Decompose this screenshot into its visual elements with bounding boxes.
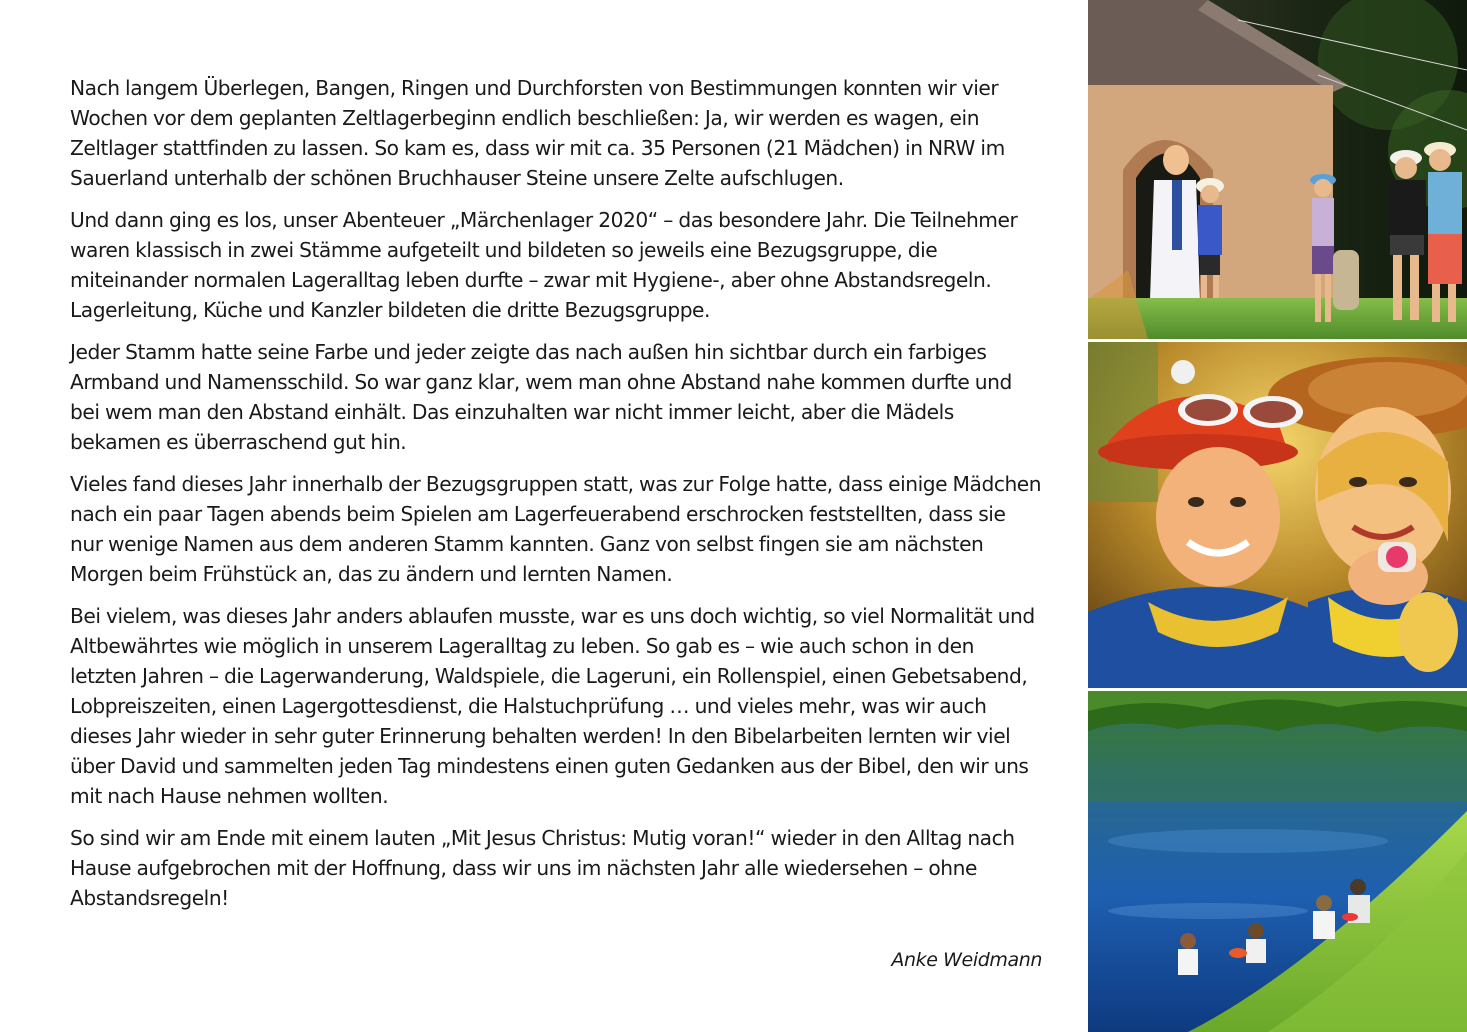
paragraph-2: Und dann ging es los, unser Abenteuer „Märchenlager 2020“ – das besondere Jahr. Die Teilnehmer waren klassisch in zwei Stämme aufgeteilt und bildeten so jeweils eine Bezugsgruppe, die miteinander normalen Lageralltag leben durfte – zwar mit Hygiene-, aber ohne Abstandsregeln. Lagerleitung, Küche und Kanzler bildeten die dritte Bezugsgruppe. <box>70 208 1018 322</box>
camp-tent-photo <box>1088 0 1467 339</box>
paragraph-3: Jeder Stamm hatte seine Farbe und jeder zeigte das nach außen hin sichtbar durch ein farbiges Armband und Namensschild. So war ganz klar, wem man ohne Abstand nahe kommen durfte und bei wem man den Abstand einhält. Das einzuhalten war nicht immer leicht, aber die Mädels bekamen es überraschend gut hin. <box>70 340 1012 454</box>
paragraph-1: Nach langem Überlegen, Bangen, Ringen und Durchforsten von Bestimmungen konnten wir vier Wochen vor dem geplanten Zeltlagerbeginn endlich beschließen: Ja, wir werden es wagen, ein Zeltlager stattfinden zu lassen. So kam es, dass wir mit ca. 35 Personen (21 Mädchen) in NRW im Sauerland unterhalb der schönen Bruchhauser Steine unsere Zelte aufschlugen. <box>70 76 1005 190</box>
article-text <box>70 73 1042 925</box>
photo-column <box>1088 0 1467 1032</box>
author-signature: Anke Weidmann <box>891 949 1042 971</box>
paragraph-5: Bei vielem, was dieses Jahr anders ablaufen musste, war es uns doch wichtig, so viel Normalität und Altbewährtes wie möglich in unserem Lageralltag zu leben. So gab es – wie auch schon in den letzten Jahren – die Lagerwanderung, Waldspiele, die Lageruni, ein Rollenspiel, einen Gebetsabend, Lobpreiszeiten, einen Lagergottesdienst, die Halstuchprüfung … und vieles mehr, was wir auch dieses Jahr wieder in sehr guter Erinnerung behalten werden! In den Bibelarbeiten lernten wir viel über David und sammelten jeden Tag mindestens einen guten Gedanken aus der Bibel, den wir uns mit nach Hause nehmen wollten. <box>70 604 1035 808</box>
girls-hats-photo <box>1088 342 1467 688</box>
paragraph-4: Vieles fand dieses Jahr innerhalb der Bezugsgruppen statt, was zur Folge hatte, dass einige Mädchen nach ein paar Tagen abends beim Spielen am Lagerfeuerabend erschrocken feststellten, dass sie nur wenige Namen aus dem anderen Stamm kannten. Ganz von selbst fingen sie am nächsten Morgen beim Frühstück an, das zu ändern und lernten Namen. <box>70 472 1042 586</box>
lake-photo <box>1088 691 1467 1032</box>
paragraph-6: So sind wir am Ende mit einem lauten „Mit Jesus Christus: Mutig voran!“ wieder in den Alltag nach Hause aufgebrochen mit der Hoffnung, dass wir uns im nächsten Jahr alle wiedersehen – ohne Abstandsregeln! <box>70 826 1015 910</box>
